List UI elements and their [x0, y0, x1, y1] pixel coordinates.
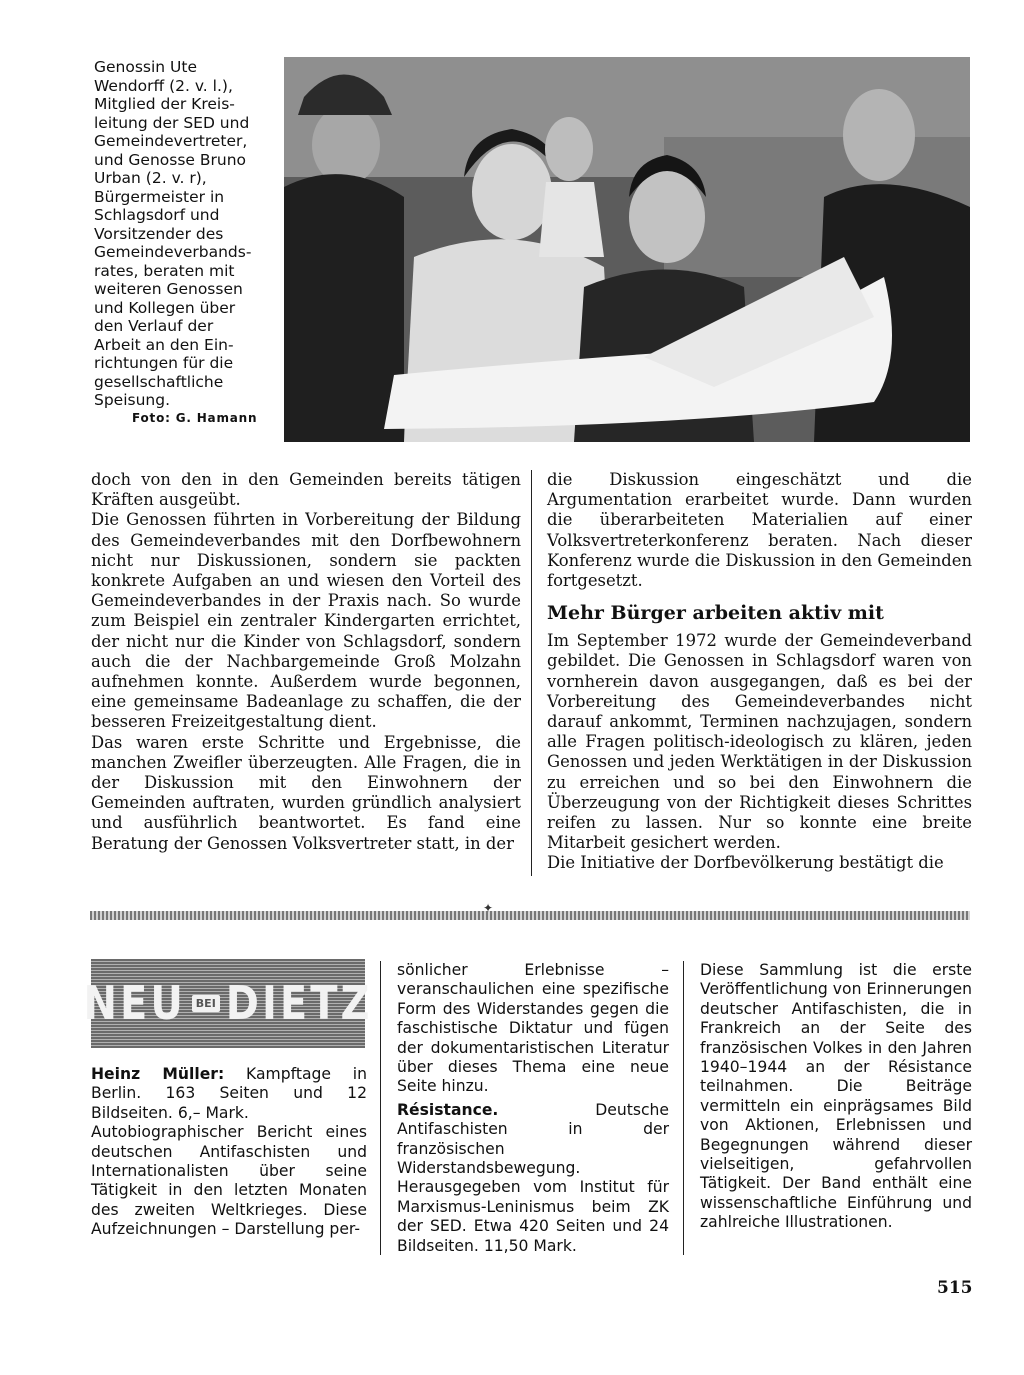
photo-group-icon — [284, 57, 970, 442]
ad-column-1 — [91, 1065, 367, 1240]
book-details: Deutsche Antifaschisten in der französischen Widerstandsbewegung. Herausgegeben vom Institut für Marxismus-Leninismus beim ZK der SED. Etwa 420 Seiten und 24 Bildseiten. 11,50 Mark. — [397, 1100, 669, 1255]
book-description: Diese Sammlung ist die erste Veröffentlichung von Erinnerungen deutscher Antifaschisten, die in Frankreich an der Seite des französischen Volkes in den Jahren 1940–1944 an der Résistance teilnahmen. Die Beiträge vermitteln ein einprägsames Bild von Aktionen, Erlebnissen und Begegnungen während dieser vielseitigen, gefahrvollen Tätigkeit. Der Band enthält eine wissenschaftliche Einführung und zahlreiche Illustrationen. — [700, 961, 972, 1232]
photo-caption: Genossin Ute Wendorff (2. v. l.), Mitglied der Kreis- leitung der SED und Gemeindevertreter, und Genosse Bruno Urban (2. v. r), Bürgermeister in Schlagsdorf und Vorsitzender des Gemeindeverbands- rates, beraten mit weiteren Genossen und Kollegen über den Verlauf der Arbeit an den Ein- richtungen für die gesellschaftliche Speisung. — [94, 58, 252, 409]
article-paragraph: Die Initiative der Dorfbevölkerung bestätigt die — [547, 853, 944, 873]
logo-word-dietz: DIETZ — [225, 977, 373, 1030]
book-title: Kampftage in Berlin. 163 Seiten und 12 Bildseiten. 6,– Mark. — [91, 1065, 368, 1122]
page-number: 515 — [937, 1278, 973, 1298]
article-right-column — [547, 470, 972, 874]
article-paragraph: doch von den in den Gemeinden bereits tätigen Kräften ausgeübt. — [91, 470, 521, 510]
book-entry-1 — [91, 1065, 367, 1123]
ad-column-divider — [380, 961, 381, 1255]
book-author: Heinz Müller: — [91, 1065, 225, 1083]
book-entry-2 — [397, 1101, 669, 1256]
ornament-icon: ✦ — [483, 901, 494, 915]
column-divider — [531, 470, 532, 876]
book-description: Autobiographischer Bericht eines deutschen Antifaschisten und Internationalisten über seine Tätigkeit in den letzten Monaten des zweiten Weltkrieges. Diese Aufzeichnungen – Darstellung per- — [91, 1123, 367, 1239]
section-heading: Mehr Bürger arbeiten aktiv mit — [547, 602, 884, 625]
ad-column-3 — [700, 961, 972, 1233]
article-paragraph: Das waren erste Schritte und Ergebnisse, die manchen Zweifler überzeugten. Alle Fragen, die in der Diskussion mit den Einwohnern der Gemeinden auftraten, wurden gründlich analysiert und ausführlich beantwortet. Es fand eine Beratung der Genossen Volksvertreter statt, in der — [91, 732, 521, 853]
book-description: sönlicher Erlebnisse – veranschaulichen eine spezifische Form des Widerstandes gegen die faschistische Diktatur und fügen der dokumentaristischen Literatur über dieses Thema eine neue Seite hinzu. — [397, 961, 669, 1096]
article-paragraph: Im September 1972 wurde der Gemeindeverband gebildet. Die Genossen in Schlagsdorf waren von vornherein davon ausgegangen, daß es bei der Vorbereitung des Gemeindeverbandes nicht darauf ankommt, Terminen nachzujagen, sondern alle Fragen politisch-ideologisch zu klären, jeden Genossen und jeden Werktätigen in der Diskussion zu erreichen und so bei den Einwohnern die Überzeugung von der Richtigkeit dieses Schrittes reifen zu lassen. Nur so konnte eine breite Mitarbeit gesichert werden. — [547, 631, 972, 853]
article-left-column — [91, 470, 521, 854]
photo-credit: Foto: G. Hamann — [132, 411, 258, 425]
logo-word-neu: NEU — [83, 977, 186, 1030]
book-title: Résistance. — [397, 1100, 499, 1119]
publisher-logo — [83, 959, 373, 1048]
section-divider — [90, 911, 970, 920]
logo-word-bei: BEI — [192, 995, 220, 1012]
article-paragraph: Die Genossen führten in Vorbereitung der Bildung des Gemeindeverbandes mit den Dorfbewohnern nicht nur Diskussionen, sondern sie packten konkrete Aufgaben an und wiesen den Vorteil des Gemeindeverbandes in der Praxis nach. So wurde zum Beispiel ein zentraler Kindergarten errichtet, der nicht nur die Kinder von Schlagsdorf, sondern auch die der Nachbargemeinde Groß Molzahn aufnehmen konnte. Außerdem wurde begonnen, eine gemeinsame Badeanlage zu schaffen, die der besseren Freizeitgestaltung dient. — [91, 510, 521, 732]
ad-column-2 — [397, 961, 669, 1256]
group-photo — [284, 57, 970, 442]
ad-column-divider — [683, 961, 684, 1255]
article-paragraph: die Diskussion eingeschätzt und die Argumentation erarbeitet wurde. Dann wurden die überarbeiteten Materialien auf einer Volksvertreterkonferenz beraten. Nach dieser Konferenz wurde die Diskussion in den Gemeinden fortgesetzt. — [547, 470, 972, 591]
